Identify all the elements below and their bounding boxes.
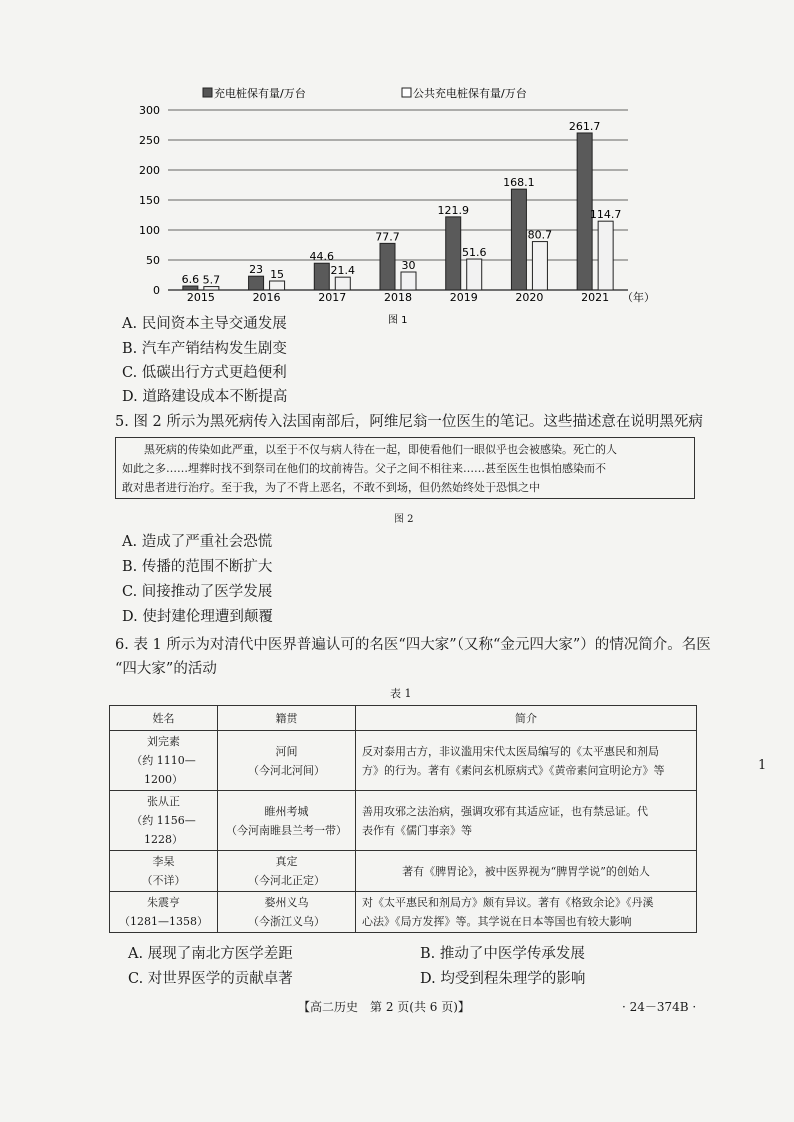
row-place: 睢州考城: [264, 804, 309, 818]
row-dates: （不详）: [141, 874, 186, 887]
row-intro-line-2: 心法》《局方发挥》等。其学说在日本等国也有较大影响: [362, 915, 632, 928]
row-dates: （约 1156—1228）: [131, 814, 196, 846]
y-tick-label: 250: [139, 134, 160, 147]
bar-total: [380, 243, 395, 290]
header-name: 姓名: [110, 706, 218, 731]
legend-swatch-public: [402, 88, 411, 97]
bar-value-label: 15: [270, 268, 285, 281]
row-intro-line-1: 著有《脾胃论》，被中医界视为“脾胃学说”的创始人: [402, 864, 650, 878]
bar-value-label: 51.6: [461, 246, 487, 260]
bar-public: [270, 281, 285, 290]
legend-label-total: 充电桩保有量/万台: [214, 87, 306, 100]
margin-mark: 1: [758, 758, 767, 773]
quote-line-2: 如此之多……埋葬时找不到祭司在他们的坟前祷告。父子之间不相往来……甚至医生也惧怕感染而不: [122, 462, 606, 475]
q4-option-a[interactable]: A. 民间资本主导交通发展: [122, 316, 287, 332]
y-tick-label: 50: [146, 254, 160, 267]
row-name: 刘完素: [147, 735, 180, 748]
q6-option-c[interactable]: C. 对世界医学的贡献卓著: [128, 971, 293, 987]
bar-value-label: 21.4: [330, 264, 356, 278]
bar-public: [401, 272, 416, 290]
table-1-caption: 表 1: [390, 687, 412, 700]
q6-stem-line-2: “四大家”的活动: [115, 661, 217, 677]
bar-value-label: 80.7: [527, 228, 553, 242]
row-intro-line-2: 方》的行为。著有《素问玄机原病式》《黄帝素问宣明论方》等: [362, 763, 665, 777]
header-hometown: 籍贯: [218, 706, 356, 731]
x-tick-label: 2016: [252, 291, 281, 304]
bar-value-label: 5.7: [202, 273, 221, 287]
bar-value-label: 121.9: [437, 203, 469, 217]
bar-value-label: 168.1: [503, 176, 535, 190]
bar-value-label: 6.6: [181, 273, 200, 287]
x-tick-label: 2020: [515, 291, 544, 304]
row-place-modern: （今河北正定）: [248, 874, 325, 887]
q5-option-c[interactable]: C. 间接推动了医学发展: [122, 584, 273, 600]
q4-option-b[interactable]: B. 汽车产销结构发生剧变: [122, 341, 287, 357]
chart-legend: [203, 86, 527, 100]
bar-public: [598, 221, 613, 290]
q5-option-d[interactable]: D. 使封建伦理遭到颠覆: [122, 609, 273, 625]
charging-pile-bar-chart: [0, 0, 794, 330]
table-header-row: [110, 706, 697, 731]
bar-total: [249, 276, 264, 290]
bar-value-label: 261.7: [568, 119, 601, 133]
row-place-modern: （今浙江义乌）: [248, 915, 325, 928]
bar-total: [446, 217, 461, 290]
q4-option-c[interactable]: C. 低碳出行方式更趋便利: [122, 365, 287, 381]
x-tick-label: 2019: [449, 291, 478, 304]
q6-option-d[interactable]: D. 均受到程朱理学的影响: [420, 971, 586, 987]
figure-1-caption: 图 1: [388, 315, 408, 326]
bar-total: [314, 263, 329, 290]
chart-gridlines: [168, 110, 628, 290]
chart-x-ticks: [187, 291, 609, 304]
bar-public: [467, 259, 482, 290]
row-name: 张从正: [147, 795, 180, 808]
bar-public: [335, 277, 350, 290]
row-place-modern: （今河北河间）: [248, 763, 325, 777]
row-name: 朱震亨: [147, 896, 180, 909]
table-row: [110, 892, 697, 933]
y-tick-label: 300: [139, 104, 160, 117]
q5-stem: 5. 图 2 所示为黑死病传入法国南部后，阿维尼翁一位医生的笔记。这些描述意在说明黑死病: [115, 414, 703, 430]
table-1: [109, 705, 697, 933]
q5-option-b[interactable]: B. 传播的范围不断扩大: [122, 559, 273, 575]
row-intro-line-1: 对《太平惠民和剂局方》颇有异议。著有《格致余论》《丹溪: [362, 896, 654, 909]
quote-line-1: 黑死病的传染如此严重，以至于不仅与病人待在一起，即使看他们一眼似乎也会被感染。死亡的人: [144, 443, 617, 456]
legend-label-public: 公共充电桩保有量/万台: [413, 87, 527, 100]
chart-bar-labels: [182, 120, 622, 287]
row-intro-line-2: 表作有《儒门事亲》等: [362, 823, 472, 837]
row-place: 河间: [275, 744, 298, 758]
bar-value-label: 77.7: [375, 230, 400, 244]
bar-total: [183, 286, 198, 290]
row-intro-line-1: 反对泰用古方，非议滥用宋代太医局编写的《太平惠民和剂局: [362, 744, 659, 758]
q6-option-a[interactable]: A. 展现了南北方医学差距: [128, 946, 293, 962]
q5-option-a[interactable]: A. 造成了严重社会恐慌: [122, 534, 273, 550]
bar-total: [511, 189, 526, 290]
bar-value-label: 114.7: [589, 208, 622, 222]
x-tick-label: 2018: [384, 291, 412, 304]
chart-y-ticks: [139, 104, 160, 297]
bar-value-label: 30: [401, 259, 416, 272]
x-axis-unit: （年）: [622, 291, 655, 304]
y-tick-label: 0: [153, 284, 160, 297]
chart-bars: [183, 133, 613, 290]
x-tick-label: 2015: [186, 291, 215, 304]
table-row: [110, 731, 697, 791]
bar-public: [204, 287, 219, 290]
legend-swatch-total: [203, 88, 212, 97]
q6-stem-line-1: 6. 表 1 所示为对清代中医界普遍认可的名医“四大家”（又称“金元四大家”）的情况简介。名医: [115, 637, 711, 653]
figure-2-quote-box: [115, 437, 695, 499]
row-intro-line-1: 善用攻邪之法治病，强调攻邪有其适应证，也有禁忌证。代: [362, 804, 648, 818]
row-name: 李杲: [152, 855, 175, 868]
table-row: [110, 851, 697, 892]
x-tick-label: 2021: [581, 291, 610, 304]
y-tick-label: 200: [139, 164, 160, 177]
page-footer: 【高二历史 第 2 页(共 6 页)】: [298, 1000, 470, 1014]
row-dates: （1281—1358）: [119, 915, 208, 928]
row-place-modern: （今河南睢县兰考一带）: [226, 823, 347, 837]
header-intro: 简介: [356, 706, 697, 731]
bar-value-label: 44.6: [309, 250, 335, 264]
row-place: 真定: [275, 855, 298, 868]
figure-2-caption: 图 2: [394, 514, 414, 525]
q6-option-b[interactable]: B. 推动了中医学传承发展: [420, 946, 585, 962]
bar-value-label: 23: [249, 263, 264, 277]
row-place: 婺州义乌: [264, 896, 309, 909]
y-tick-label: 100: [139, 224, 160, 237]
table-row: [110, 791, 697, 851]
quote-line-3: 敢对患者进行治疗。至于我，为了不背上恶名，不敢不到场，但仍然始终处于恐惧之中: [122, 481, 540, 494]
x-tick-label: 2017: [318, 291, 347, 304]
y-tick-label: 150: [139, 194, 160, 207]
exam-code: · 24－374B ·: [622, 1000, 697, 1014]
bar-public: [532, 242, 547, 290]
q4-option-d[interactable]: D. 道路建设成本不断提高: [122, 389, 288, 405]
row-dates: （约 1110—1200）: [131, 754, 196, 786]
